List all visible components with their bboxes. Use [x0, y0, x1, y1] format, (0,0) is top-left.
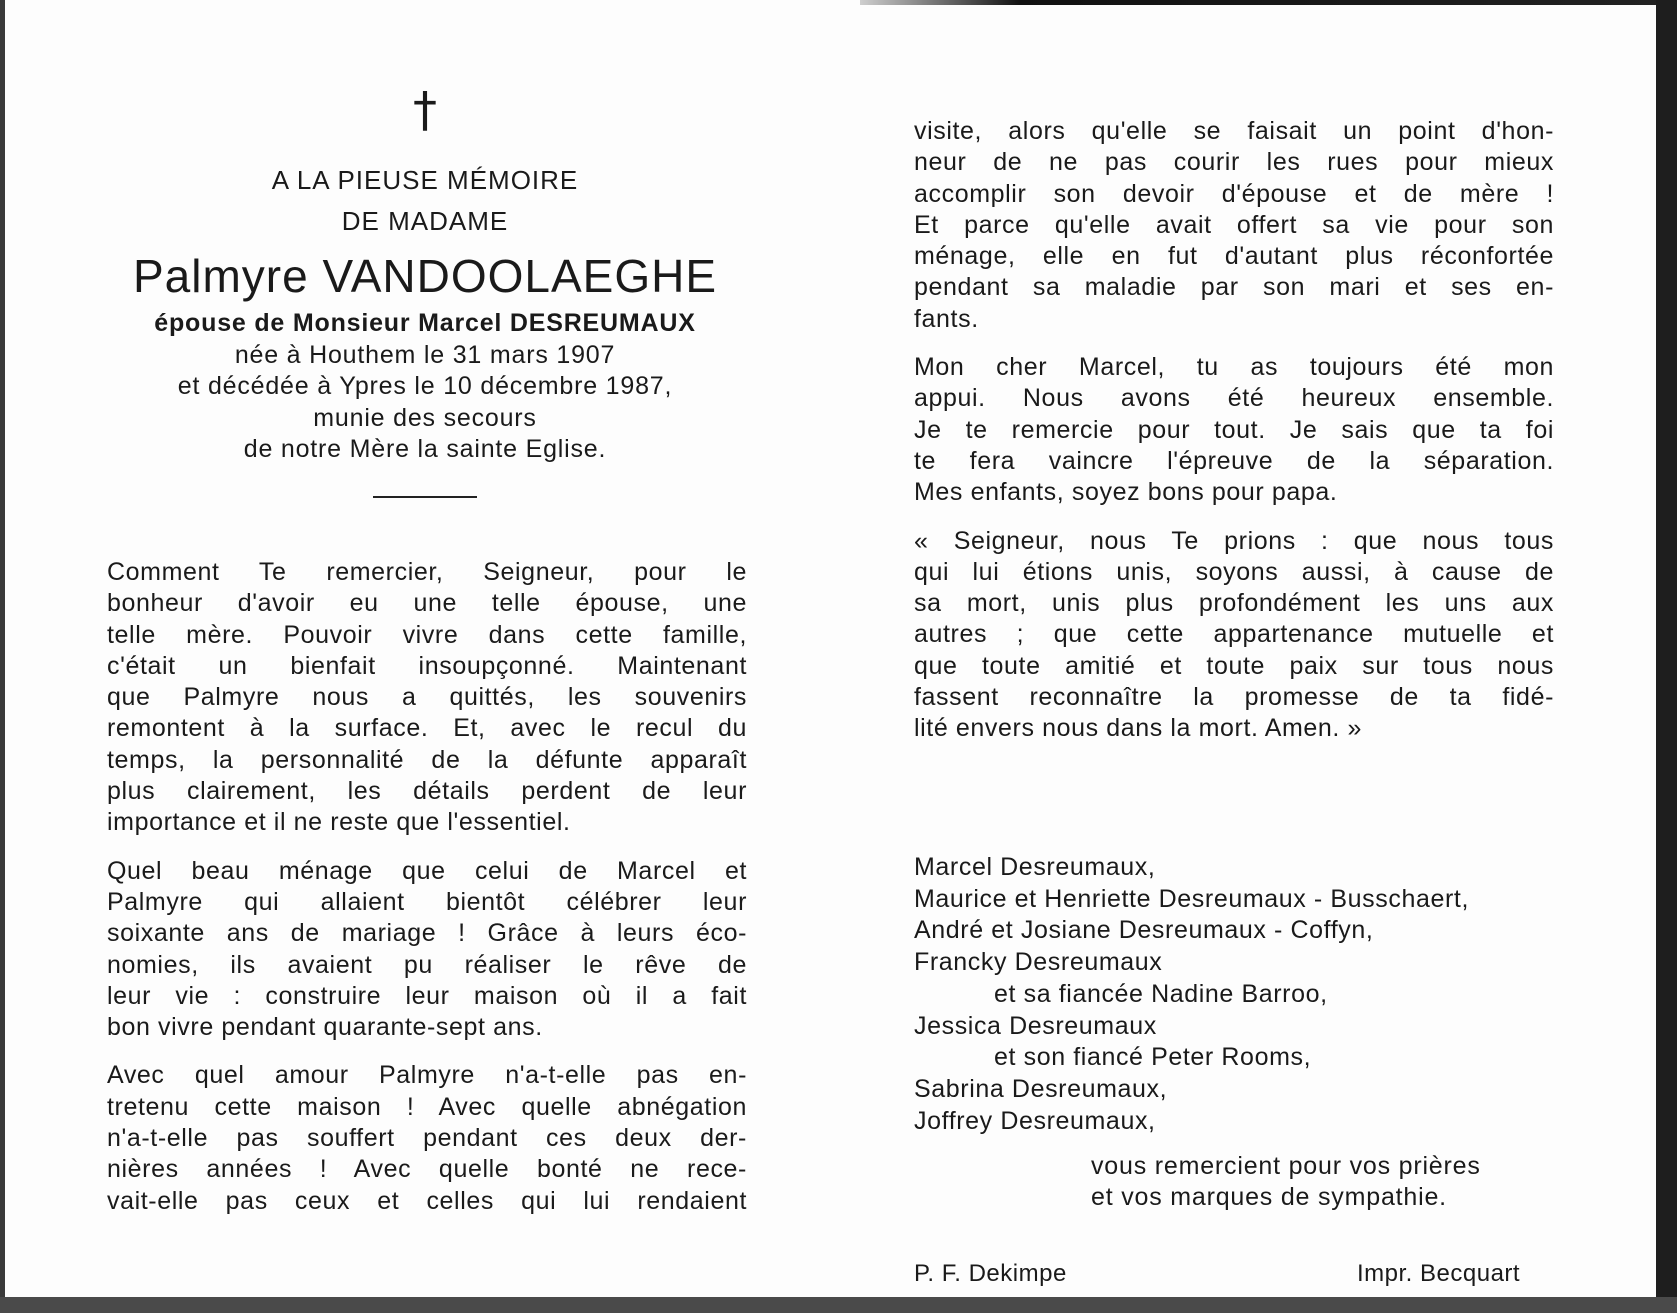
- text-line: fassent reconnaître la promesse de ta fidé-: [914, 683, 1554, 712]
- text-line: qui lui étions unis, soyons aussi, à cause de: [914, 557, 1554, 586]
- text-line: Comment Te remercier, Seigneur, pour le: [107, 558, 747, 586]
- text-line: appui. Nous avons été heureux ensemble.: [914, 384, 1554, 413]
- text-line: pendant sa maladie par son mari et ses en-: [914, 273, 1554, 302]
- text-line: te fera vaincre l'épreuve de la séparation.: [914, 446, 1554, 475]
- memorial-title: [100, 160, 750, 242]
- date-line: et décédée à Ypres le 10 décembre 1987,: [177, 372, 673, 401]
- paragraph: [107, 1060, 747, 1216]
- text-line: telle mère. Pouvoir vivre dans cette famille,: [107, 620, 747, 649]
- paragraph: [107, 557, 747, 839]
- text-line: bon vivre pendant quarante-sept ans.: [107, 1013, 543, 1042]
- footer-printer: Impr. Becquart: [1357, 1260, 1521, 1287]
- text-line: sa mort, unis plus profondément les uns aux: [914, 589, 1554, 618]
- family-list: [914, 852, 1469, 1137]
- thanks-line: vous remercient pour vos prières: [1091, 1152, 1481, 1180]
- paragraph: [914, 116, 1554, 335]
- text-line: accomplir son devoir d'épouse et de mère !: [914, 179, 1554, 208]
- family-member: Maurice et Henriette Desreumaux - Busschaert,: [914, 884, 1469, 913]
- memorial-title-line1: A LA PIEUSE MÉMOIRE: [271, 165, 579, 195]
- text-line: ménage, elle en fut d'autant plus réconfortée: [914, 242, 1554, 271]
- header-divider: [373, 496, 477, 498]
- paragraph: [107, 856, 747, 1044]
- text-line: Mon cher Marcel, tu as toujours été mon: [914, 353, 1554, 382]
- family-member: Francky Desreumaux: [914, 948, 1163, 977]
- family-member: et sa fiancée Nadine Barroo,: [994, 979, 1328, 1008]
- text-line: soixante ans de mariage ! Grâce à leurs éco-: [107, 919, 747, 948]
- family-member: Sabrina Desreumaux,: [914, 1074, 1168, 1103]
- text-line: lité envers nous dans la mort. Amen. »: [914, 714, 1363, 743]
- text-line: nomies, ils avaient pu réaliser le rêve de: [107, 950, 747, 979]
- memorial-title-line2: DE MADAME: [341, 206, 509, 236]
- text-line: Mes enfants, soyez bons pour papa.: [914, 478, 1338, 507]
- left-column: [107, 557, 747, 1234]
- text-line: c'était un bienfait insoupçonné. Maintenant: [107, 651, 747, 680]
- text-line: Et parce qu'elle avait offert sa vie pour son: [914, 210, 1554, 239]
- text-line: autres ; que cette appartenance mutuelle et: [914, 620, 1554, 649]
- text-line: que toute amitié et toute paix sur tous nous: [914, 651, 1554, 680]
- paragraph: [914, 526, 1554, 745]
- card-right-edge: [1656, 0, 1677, 1313]
- family-member: André et Josiane Desreumaux - Coffyn,: [914, 916, 1374, 945]
- date-line: munie des secours: [313, 403, 537, 432]
- memorial-header: [100, 80, 750, 498]
- family-member: Jessica Desreumaux: [914, 1011, 1157, 1040]
- text-line: importance et il ne reste que l'essentiel.: [107, 808, 571, 837]
- text-line: fants.: [914, 304, 979, 333]
- text-line: visite, alors qu'elle se faisait un point d'hon-: [914, 117, 1554, 145]
- date-line: de notre Mère la sainte Eglise.: [243, 434, 607, 463]
- life-dates: [100, 340, 750, 465]
- date-line: née à Houthem le 31 mars 1907: [234, 341, 616, 369]
- text-line: plus clairement, les détails perdent de leur: [107, 777, 747, 806]
- text-line: remontent à la surface. Et, avec le recul du: [107, 714, 747, 743]
- thanks-message: [1091, 1151, 1481, 1213]
- family-member: et son fiancé Peter Rooms,: [994, 1043, 1312, 1072]
- text-line: nières années ! Avec quelle bonté ne rece-: [107, 1155, 747, 1184]
- text-line: leur vie : construire leur maison où il a fait: [107, 981, 747, 1010]
- text-line: Je te remercie pour tout. Je sais que ta foi: [914, 415, 1554, 444]
- text-line: « Seigneur, nous Te prions : que nous tous: [914, 526, 1554, 555]
- footer-author: P. F. Dekimpe: [914, 1260, 1067, 1287]
- deceased-name: Palmyre VANDOOLAEGHE: [132, 250, 718, 302]
- text-line: Avec quel amour Palmyre n'a-t-elle pas en-: [107, 1061, 747, 1090]
- card-left-edge: [0, 0, 5, 1313]
- spouse-line: épouse de Monsieur Marcel DESREUMAUX: [154, 309, 696, 337]
- right-column: [914, 116, 1554, 762]
- text-line: Palmyre qui allaient bientôt célébrer leur: [107, 887, 747, 916]
- card-top-edge: [860, 0, 1660, 5]
- family-member: Joffrey Desreumaux,: [914, 1106, 1156, 1135]
- text-line: neur de ne pas courir les rues pour mieux: [914, 148, 1554, 177]
- text-line: tretenu cette maison ! Avec quelle abnégation: [107, 1092, 747, 1121]
- text-line: vait-elle pas ceux et celles qui lui rendaient: [107, 1186, 747, 1215]
- family-member: Marcel Desreumaux,: [914, 853, 1156, 881]
- paragraph: [914, 352, 1554, 508]
- text-line: bonheur d'avoir eu une telle épouse, une: [107, 589, 747, 618]
- text-line: n'a-t-elle pas souffert pendant ces deux der-: [107, 1124, 747, 1153]
- text-line: Quel beau ménage que celui de Marcel et: [107, 856, 747, 885]
- text-line: que Palmyre nous a quittés, les souvenirs: [107, 683, 747, 712]
- text-line: temps, la personnalité de la défunte apparaît: [107, 745, 747, 774]
- cross-icon: †: [413, 82, 437, 138]
- card-bottom-edge: [0, 1297, 1677, 1313]
- thanks-line: et vos marques de sympathie.: [1091, 1183, 1447, 1211]
